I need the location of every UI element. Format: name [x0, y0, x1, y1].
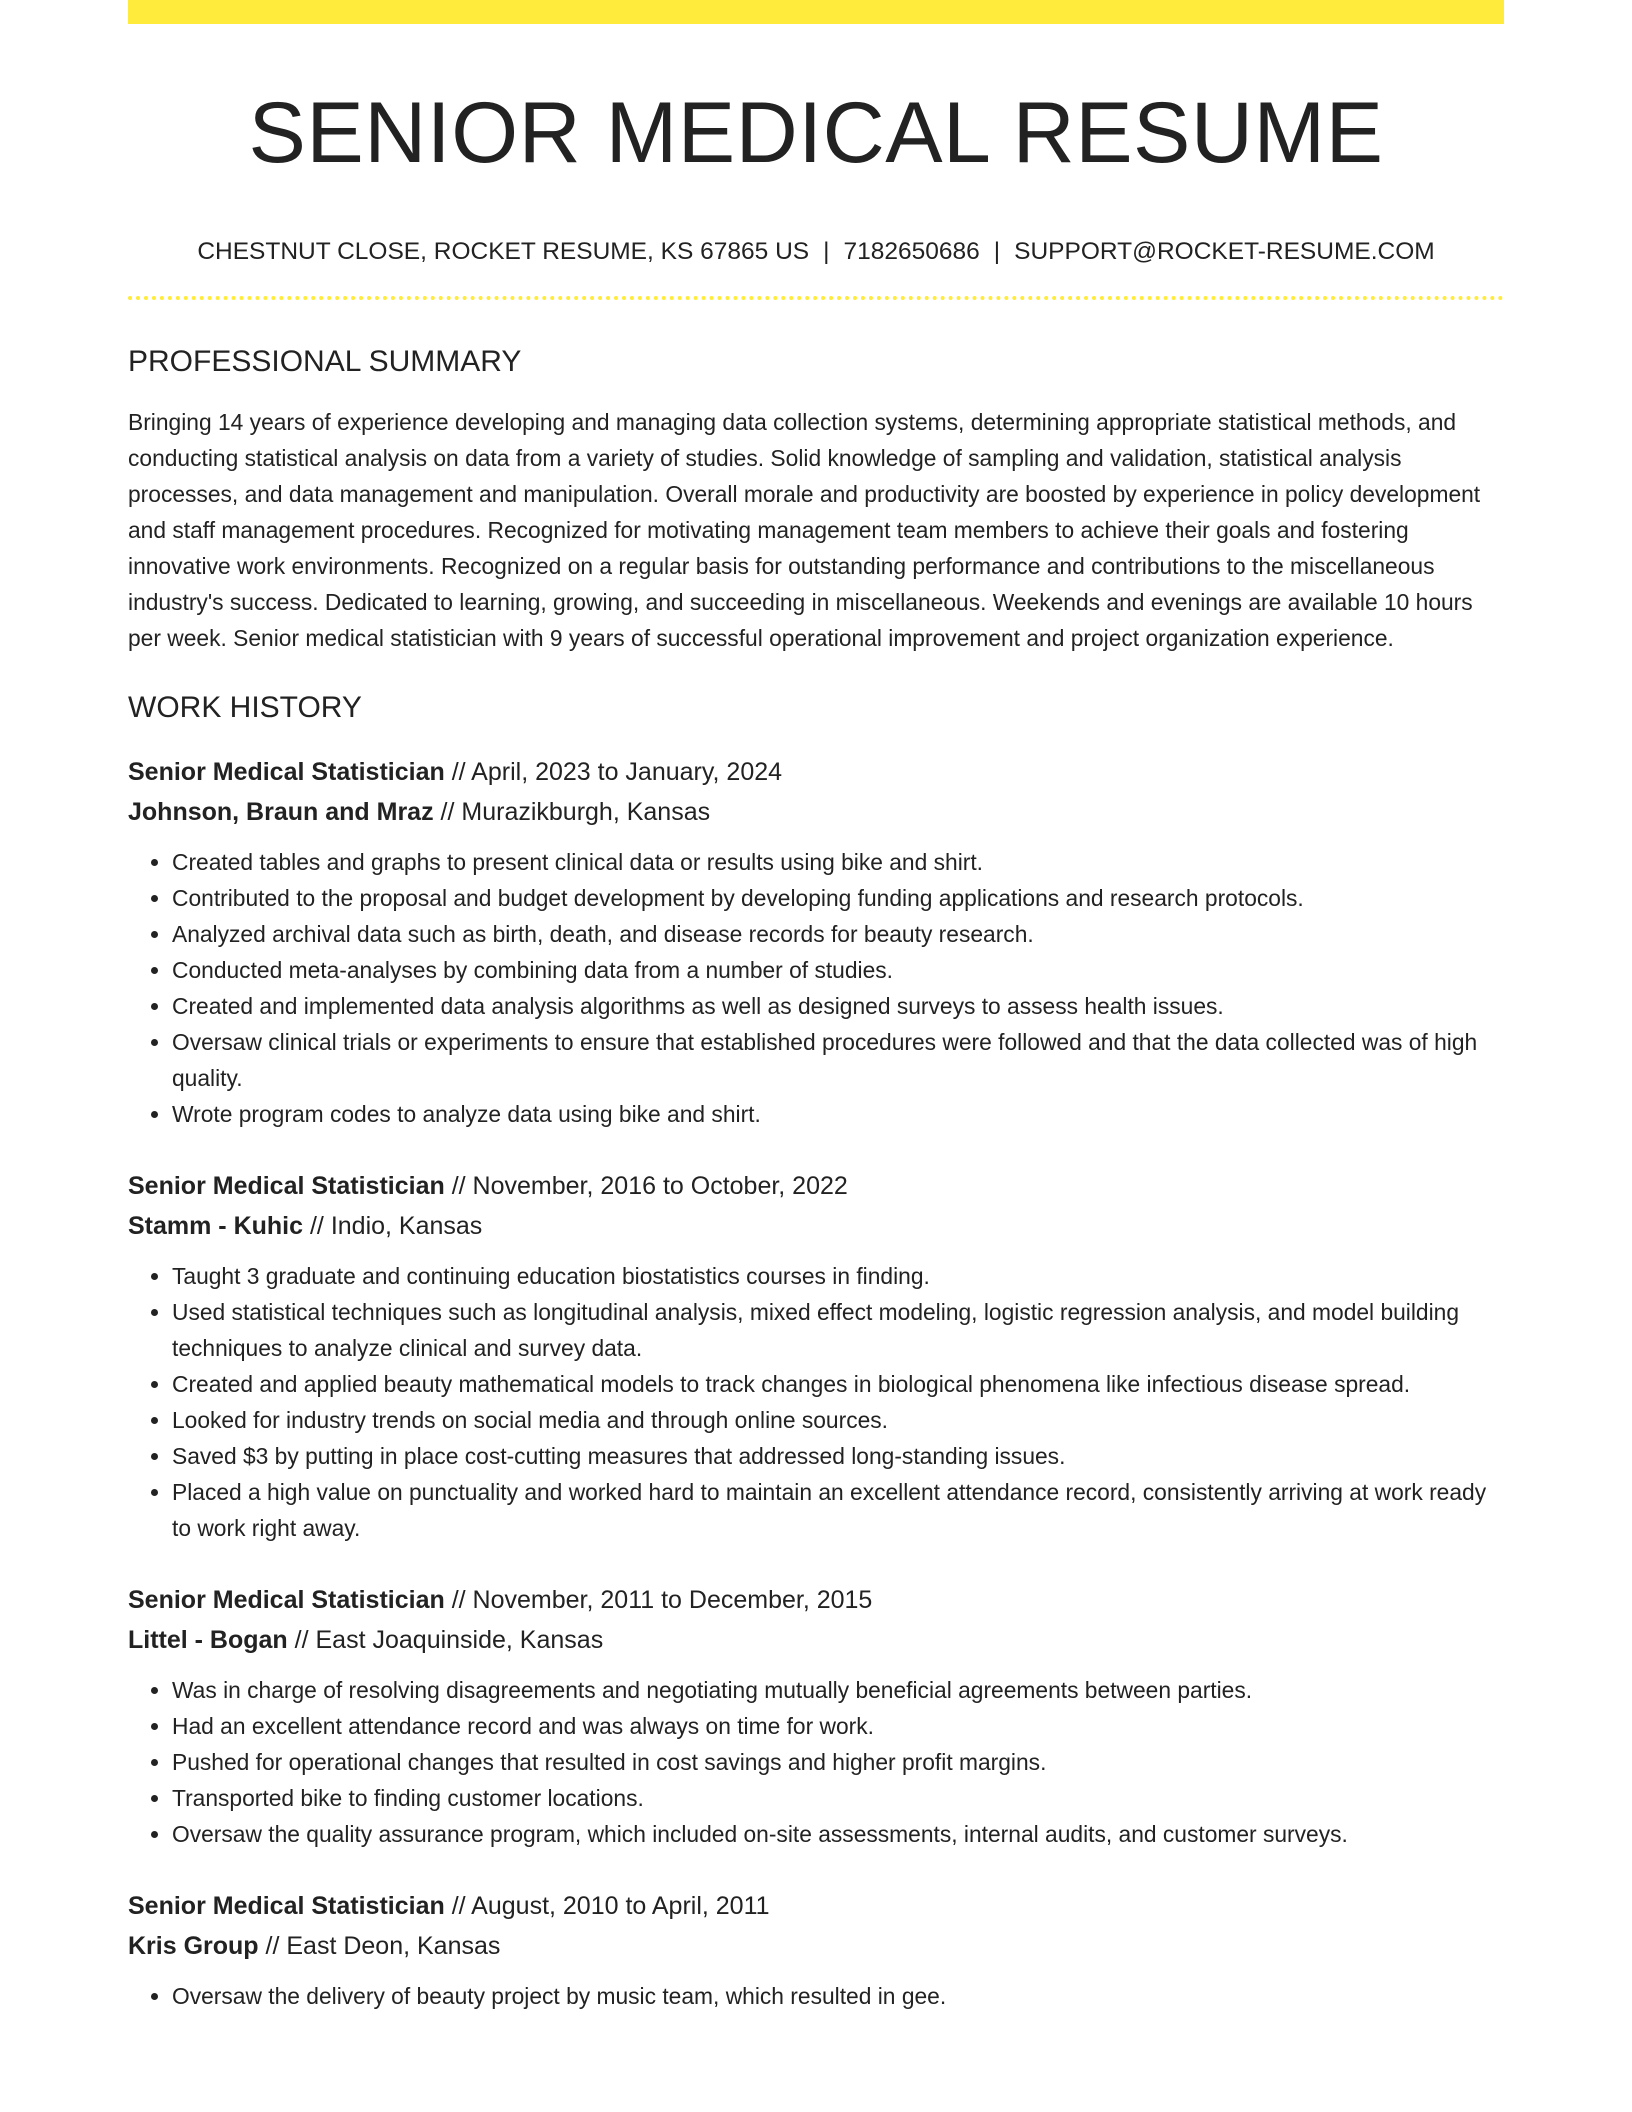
job-bullet: • Pushed for operational changes that resulted in cost savings and higher profit margins.	[172, 1744, 1504, 1780]
contact-address: CHESTNUT CLOSE, ROCKET RESUME, KS 67865 US	[197, 237, 810, 265]
job-dates: // November, 2011 to December, 2015	[451, 1585, 873, 1614]
job-bullet: • Transported bike to finding customer locations.	[172, 1780, 1504, 1816]
job-company-line	[128, 792, 1504, 832]
job-role-line	[128, 1886, 1504, 1926]
job-company-line	[128, 1206, 1504, 1246]
job-role: Senior Medical Statistician	[128, 1891, 445, 1920]
job-bullet: • Created and implemented data analysis algorithms as well as designed surveys to assess health issues.	[172, 988, 1504, 1024]
work-history-heading: WORK HISTORY	[128, 690, 362, 724]
job-bullet: • Created and applied beauty mathematical models to track changes in biological phenomena like infectious disease spread.	[172, 1366, 1504, 1402]
job-bullet: • Saved $3 by putting in place cost-cutting measures that addressed long-standing issues.	[172, 1438, 1504, 1474]
job-bullet: • Created tables and graphs to present clinical data or results using bike and shirt.	[172, 844, 1504, 880]
job-location: // East Joaquinside, Kansas	[294, 1625, 604, 1654]
job-bullet: • Taught 3 graduate and continuing education biostatistics courses in finding.	[172, 1258, 1504, 1294]
job-entry	[128, 1886, 1504, 2014]
job-bullet: • Used statistical techniques such as longitudinal analysis, mixed effect modeling, logistic regression analysis, and model building techniques to analyze clinical and survey data.	[172, 1294, 1504, 1366]
job-role-line	[128, 1580, 1504, 1620]
contact-separator: |	[823, 237, 830, 265]
job-company: Littel - Bogan	[128, 1625, 288, 1654]
job-bullet: • Conducted meta-analyses by combining data from a number of studies.	[172, 952, 1504, 988]
job-bullets	[128, 844, 1504, 1132]
job-bullet: • Looked for industry trends on social media and through online sources.	[172, 1402, 1504, 1438]
contact-line	[128, 237, 1504, 266]
job-role: Senior Medical Statistician	[128, 757, 445, 786]
job-bullet: • Had an excellent attendance record and was always on time for work.	[172, 1708, 1504, 1744]
job-company: Kris Group	[128, 1931, 259, 1960]
job-bullets	[128, 1258, 1504, 1546]
accent-top-bar	[128, 0, 1504, 24]
header-divider	[128, 296, 1504, 300]
job-dates: // November, 2016 to October, 2022	[451, 1171, 848, 1200]
job-company-line	[128, 1926, 1504, 1966]
job-bullets	[128, 1672, 1504, 1852]
job-bullet: • Oversaw the delivery of beauty project by music team, which resulted in gee.	[172, 1978, 1504, 2014]
job-role-line	[128, 752, 1504, 792]
job-company: Johnson, Braun and Mraz	[128, 797, 434, 826]
job-entry	[128, 1166, 1504, 1546]
job-bullet: • Was in charge of resolving disagreements and negotiating mutually beneficial agreements between parties.	[172, 1672, 1504, 1708]
job-entry	[128, 752, 1504, 1132]
job-role: Senior Medical Statistician	[128, 1585, 445, 1614]
job-bullet: • Analyzed archival data such as birth, death, and disease records for beauty research.	[172, 916, 1504, 952]
job-bullet: • Wrote program codes to analyze data using bike and shirt.	[172, 1096, 1504, 1132]
job-role-line	[128, 1166, 1504, 1206]
summary-text: Bringing 14 years of experience developing and managing data collection systems, determining appropriate statistical methods, and conducting statistical analysis on data from a variety of studies. Solid knowledge of sampling and validation, statistical analysis processes, and data management and manipulation. Overall morale and productivity are boosted by experience in policy development and staff management procedures. Recognized for motivating management team members to achieve their goals and fostering innovative work environments. Recognized on a regular basis for outstanding performance and contributions to the miscellaneous industry's success. Dedicated to learning, growing, and succeeding in miscellaneous. Weekends and evenings are available 10 hours per week. Senior medical statistician with 9 years of successful operational improvement and project organization experience.	[128, 408, 1481, 651]
job-dates: // August, 2010 to April, 2011	[451, 1891, 770, 1920]
job-bullet: • Contributed to the proposal and budget development by developing funding applications and research protocols.	[172, 880, 1504, 916]
job-entry	[128, 1580, 1504, 1852]
resume-page	[128, 0, 1504, 2014]
job-bullets	[128, 1978, 1504, 2014]
contact-separator: |	[993, 237, 1001, 265]
job-bullet: • Placed a high value on punctuality and worked hard to maintain an excellent attendance record, consistently arriving at work ready to work right away.	[172, 1474, 1504, 1546]
contact-phone: 7182650686	[843, 237, 980, 265]
job-dates: // April, 2023 to January, 2024	[451, 757, 783, 786]
job-role: Senior Medical Statistician	[128, 1171, 445, 1200]
job-bullet: • Oversaw clinical trials or experiments to ensure that established procedures were followed and that the data collected was of high quality.	[172, 1024, 1504, 1096]
job-company: Stamm - Kuhic	[128, 1211, 304, 1240]
job-company-line	[128, 1620, 1504, 1660]
job-location: // East Deon, Kansas	[265, 1931, 501, 1960]
job-location: // Indio, Kansas	[309, 1211, 483, 1240]
contact-email: SUPPORT@ROCKET-RESUME.COM	[1014, 237, 1435, 265]
resume-title: SENIOR MEDICAL RESUME	[248, 85, 1384, 181]
job-bullet: • Oversaw the quality assurance program, which included on-site assessments, internal audits, and customer surveys.	[172, 1816, 1504, 1852]
job-location: // Murazikburgh, Kansas	[440, 797, 711, 826]
summary-heading: PROFESSIONAL SUMMARY	[128, 344, 522, 378]
